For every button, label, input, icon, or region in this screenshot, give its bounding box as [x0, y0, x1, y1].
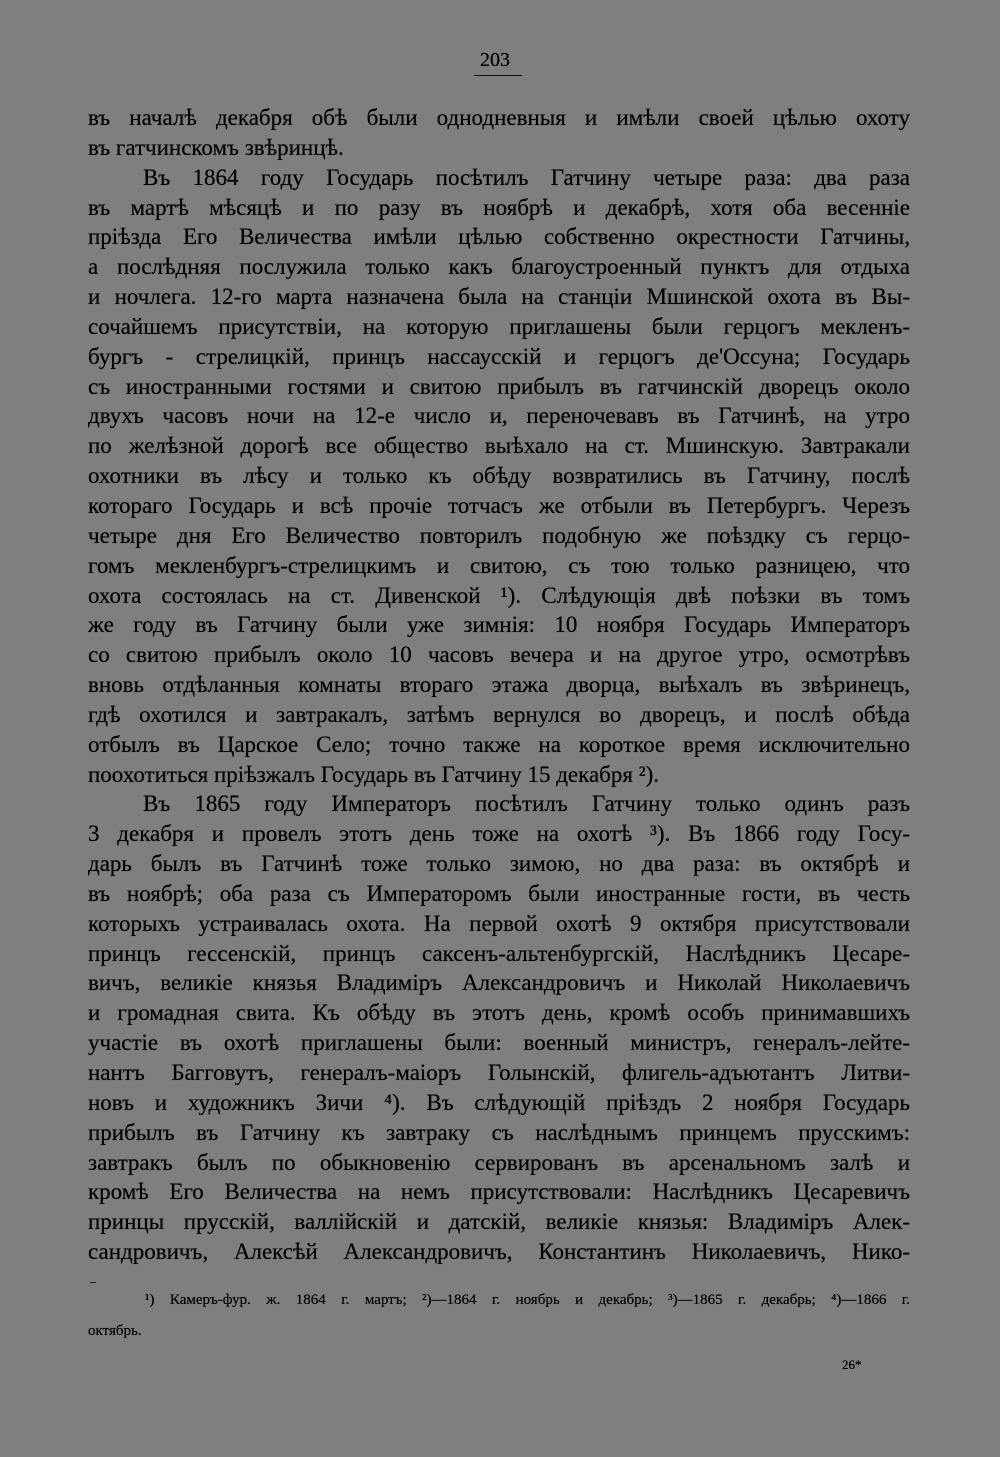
- text-line: принцъ гессенскій, принцъ саксенъ-альтенбургскій, Наслѣдникъ Цесаре-: [88, 940, 910, 966]
- footnote-line: октябрь.: [88, 1323, 142, 1339]
- text-line: бургъ - стрелицкій, принцъ нассаусскій и герцогъ де'Оссуна; Государь: [88, 343, 910, 369]
- signature-mark: 26*: [842, 1357, 862, 1372]
- text-line: участіе въ охотѣ приглашены были: военный министръ, генералъ-лейте-: [88, 1030, 910, 1056]
- text-line: дарь былъ въ Гатчинѣ тоже только зимою, но два раза: въ октябрѣ и: [88, 851, 910, 877]
- text-line: вичъ, великіе князья Владиміръ Александровичъ и Николай Николаевичъ: [88, 970, 910, 996]
- text-line: въ началѣ декабря обѣ были однодневныя и имѣли своей цѣлью охоту: [88, 105, 910, 130]
- text-line: двухъ часовъ ночи на 12-е число и, переночевавъ въ Гатчинѣ, на утро: [88, 403, 910, 429]
- footnote-line: ¹) Камеръ-фур. ж. 1864 г. мартъ; ²)—1864 г. ноябрь и декабрь; ³)—1865 г. декабрь; ⁴)—1866 г.: [145, 1292, 910, 1308]
- text-line: съ иностранными гостями и свитою прибылъ въ гатчинскій дворецъ около: [88, 373, 910, 399]
- text-line: четыре дня Его Величество повторилъ подобную же поѣздку съ герцо-: [88, 522, 910, 548]
- text-line: Въ 1865 году Императоръ посѣтилъ Гатчину только одинъ разъ: [143, 791, 910, 817]
- text-line: гдѣ охотился и завтракалъ, затѣмъ вернулся во дворецъ, и послѣ обѣда: [88, 701, 910, 727]
- text-line: пріѣзда Его Величества имѣли цѣлью собственно окрестности Гатчины,: [88, 224, 910, 250]
- text-line: въ мартѣ мѣсяцѣ и по разу въ ноябрѣ и декабрѣ, хотя оба весенніе: [88, 194, 910, 220]
- text-line: гомъ мекленбургъ-стрелицкимъ и свитою, съ тою только разницею, что: [88, 552, 910, 578]
- text-line: и громадная свита. Къ обѣду въ этотъ день, кромѣ особъ принимавшихъ: [88, 1000, 910, 1026]
- text-line: вновь отдѣланныя комнаты втораго этажа дворца, выѣхалъ въ звѣринецъ,: [88, 672, 910, 698]
- footnote-separator: [90, 1282, 96, 1283]
- text-line: которыхъ устраивалась охота. На первой охотѣ 9 октября присутствовали: [88, 910, 910, 936]
- paragraph: [88, 789, 910, 1267]
- text-line: охотники въ лѣсу и только къ обѣду возвратились въ Гатчину, послѣ: [88, 463, 910, 489]
- paragraph: [88, 103, 910, 163]
- text-line: сандровичъ, Алексѣй Александровичъ, Константинъ Николаевичъ, Нико-: [88, 1239, 910, 1265]
- text-line: охота состоялась на ст. Дивенской ¹). Слѣдующія двѣ поѣзки въ томъ: [88, 582, 910, 608]
- text-line: со свитою прибылъ около 10 часовъ вечера и на другое утро, осмотрѣвъ: [88, 642, 910, 668]
- text-line: котораго Государь и всѣ прочіе тотчасъ же отбыли въ Петербургъ. Черезъ: [88, 492, 910, 518]
- text-line: Въ 1864 году Государь посѣтилъ Гатчину четыре раза: два раза: [143, 164, 910, 190]
- paragraph: [88, 163, 910, 790]
- text-line: поохотиться пріѣзжалъ Государь въ Гатчину 15 декабря ²).: [88, 761, 660, 787]
- page-number-underline: [474, 75, 522, 76]
- text-line: кромѣ Его Величества на немъ присутствовали: Наслѣдникъ Цесаревичъ: [88, 1179, 910, 1205]
- text-line: прибылъ въ Гатчину къ завтраку съ наслѣднымъ принцемъ прусскимъ:: [88, 1119, 910, 1145]
- footnotes: [88, 1285, 910, 1347]
- text-line: новъ и художникъ Зичи ⁴). Въ слѣдующій пріѣздъ 2 ноября Государь: [88, 1089, 910, 1115]
- text-line: и ночлега. 12-го марта назначена была на станціи Мшинской охота въ Вы-: [88, 284, 910, 310]
- text-line: въ гатчинскомъ звѣринцѣ.: [88, 134, 344, 160]
- text-line: отбылъ въ Царское Село; точно также на короткое время исключительно: [88, 731, 910, 757]
- text-line: по желѣзной дорогѣ все общество выѣхало на ст. Мшинскую. Завтракали: [88, 433, 910, 459]
- text-line: а послѣдняя послужила только какъ благоустроенный пунктъ для отдыха: [88, 254, 910, 280]
- text-line: нантъ Багговутъ, генералъ-маіоръ Голынскій, флигель-адъютантъ Литви-: [88, 1060, 910, 1085]
- body-text: [88, 103, 910, 1267]
- text-line: принцы прусскій, валлійскій и датскій, великіе князья: Владиміръ Алек-: [88, 1209, 910, 1235]
- page-number: 203: [480, 49, 510, 71]
- text-line: сочайшемъ присутствіи, на которую приглашены были герцогъ мекленъ-: [88, 313, 910, 339]
- text-line: же году въ Гатчину были уже зимнія: 10 ноября Государь Императоръ: [88, 612, 910, 638]
- text-line: 3 декабря и провелъ этотъ день тоже на охотѣ ³). Въ 1866 году Госу-: [88, 821, 910, 847]
- text-line: завтракъ былъ по обыкновенію сервированъ въ арсенальномъ залѣ и: [88, 1149, 910, 1175]
- text-line: въ ноябрѣ; оба раза съ Императоромъ были иностранные гости, въ честь: [88, 880, 910, 906]
